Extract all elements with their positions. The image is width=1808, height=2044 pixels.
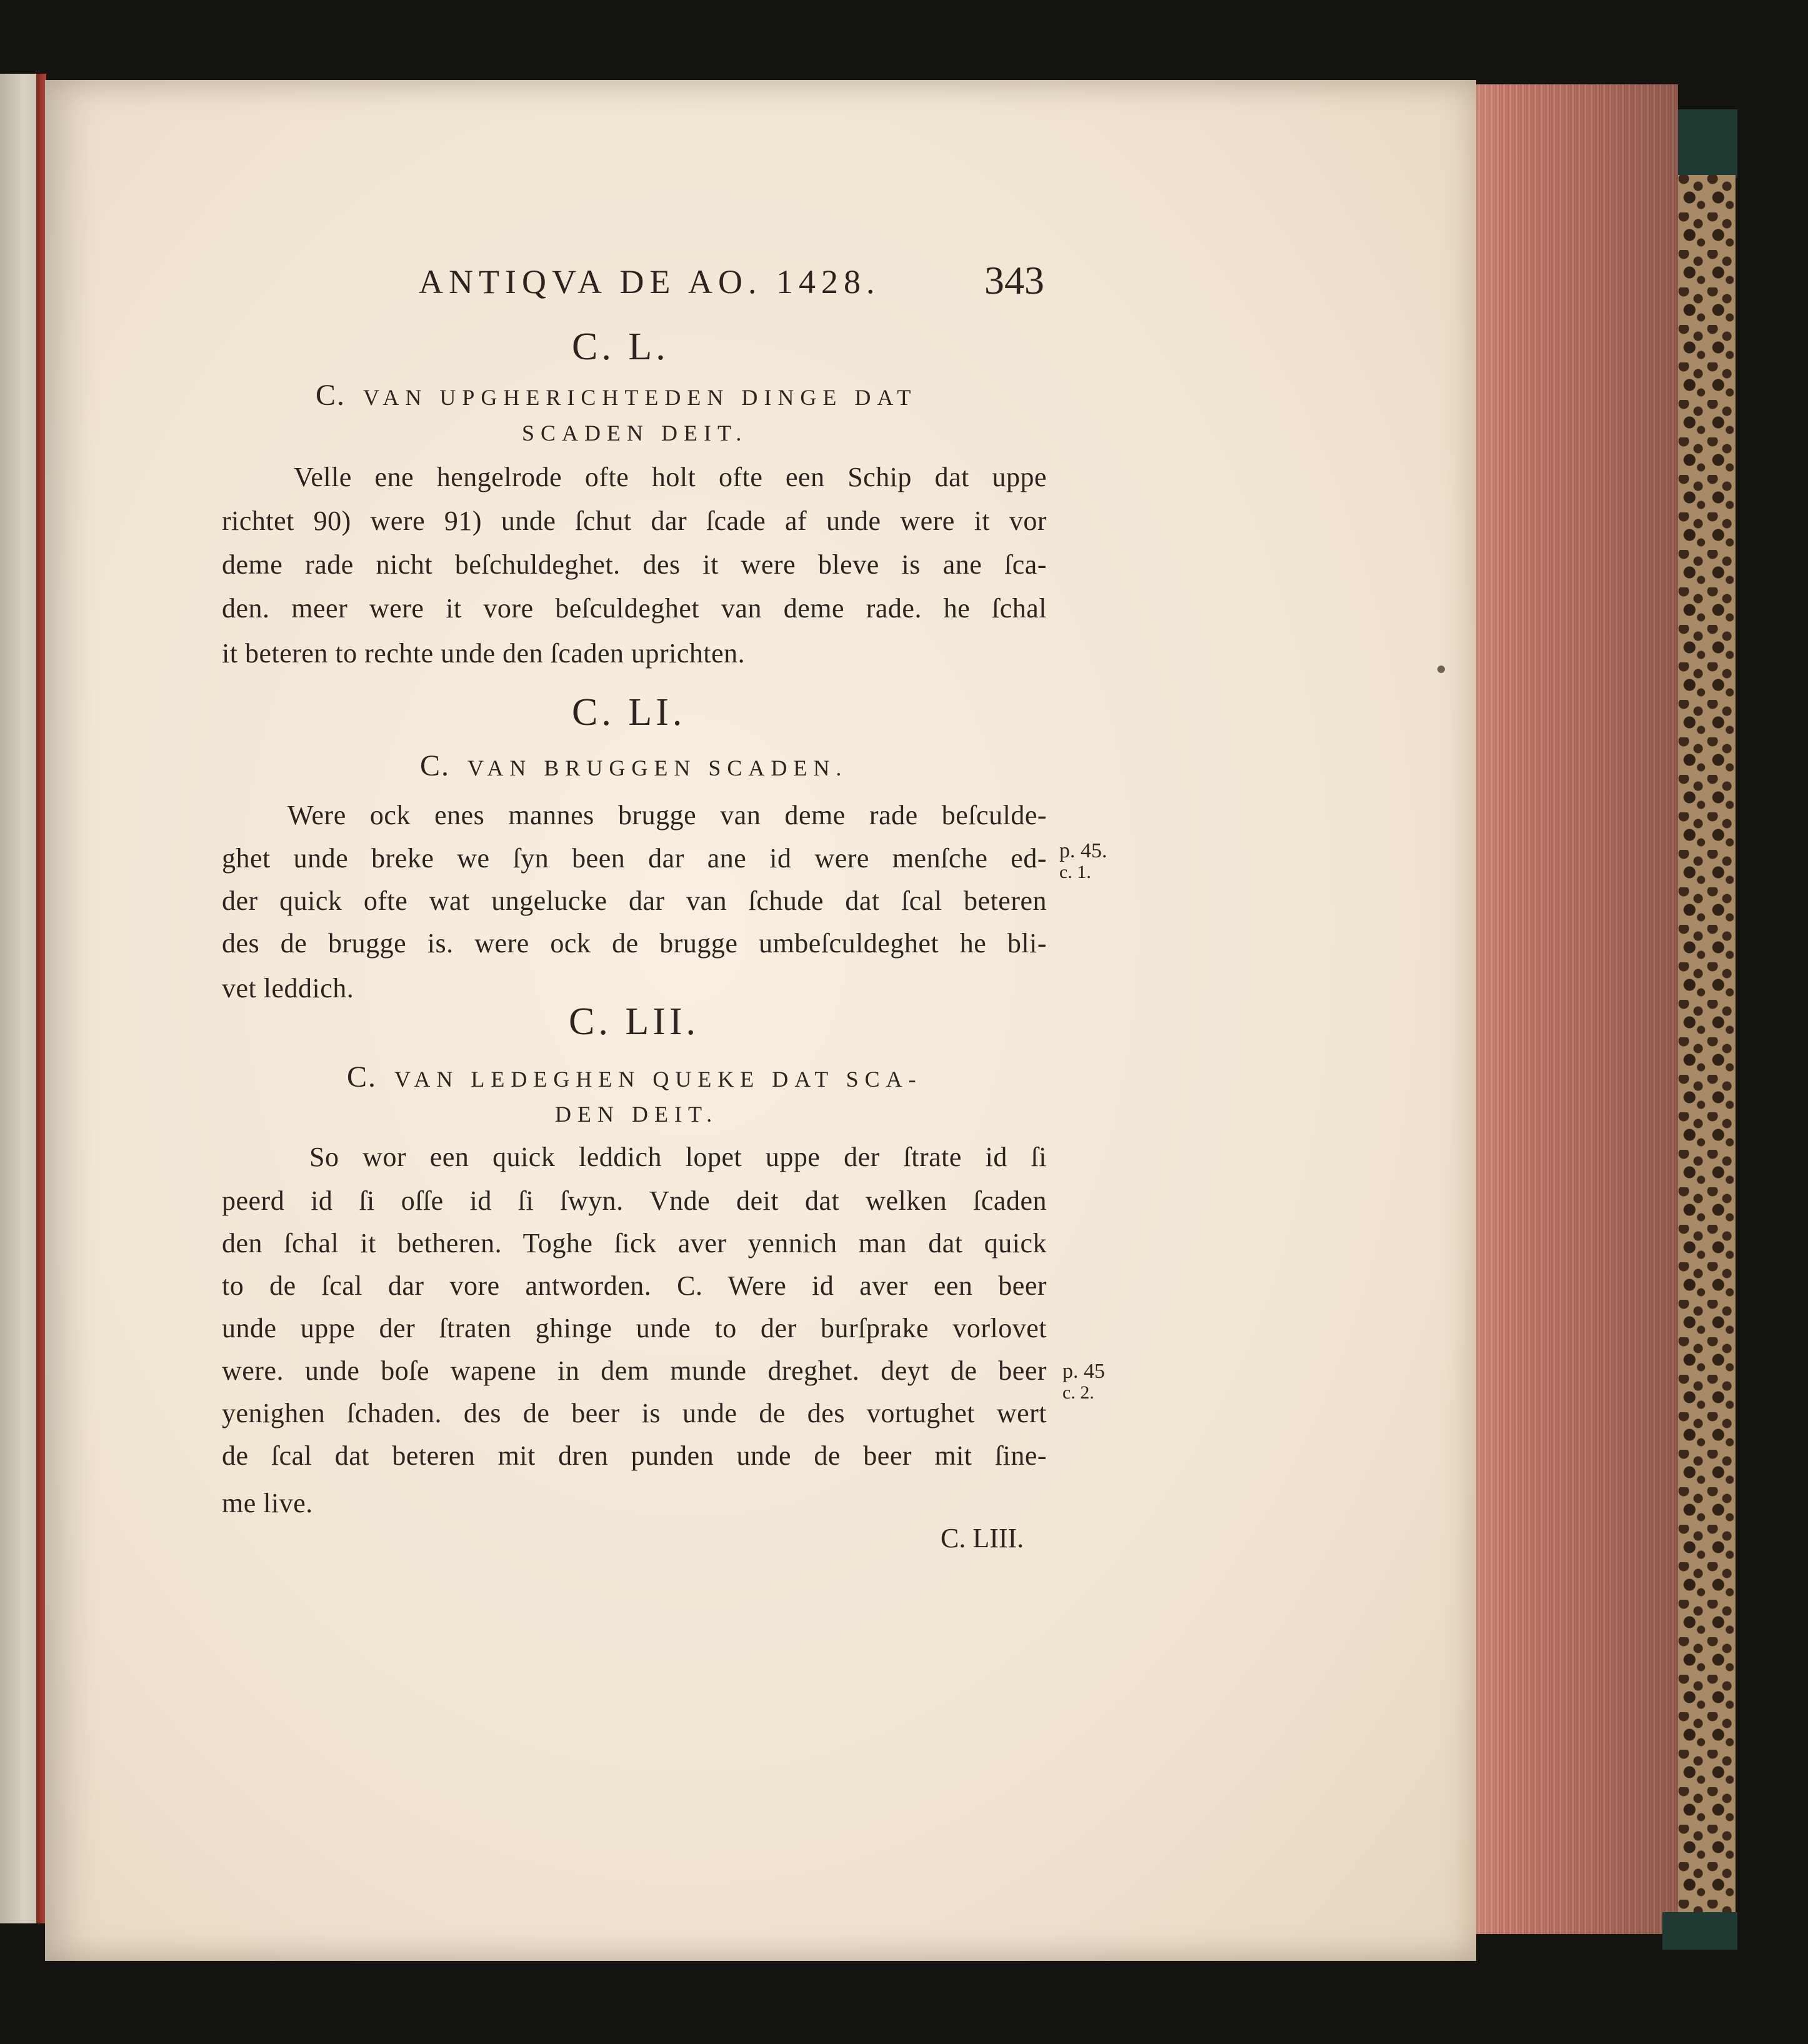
- section-title-line: [420, 749, 847, 783]
- chapter-heading: C. L.: [572, 326, 669, 368]
- section-title-prefix: C.: [420, 749, 451, 782]
- book-page: [45, 80, 1476, 1961]
- text-line: me live.: [222, 1488, 313, 1518]
- text-line: ghet unde breke we ſyn been dar ane id were menſche ed-: [222, 843, 1047, 874]
- board-corner-bottom: [1662, 1912, 1737, 1950]
- marbled-board: [1678, 175, 1736, 1925]
- section-title-text: VAN UPGHERICHTEDEN DINGE DAT: [363, 385, 917, 410]
- margin-reference-chapter: c. 2.: [1062, 1382, 1094, 1403]
- chapter-heading: C. LI.: [572, 691, 686, 734]
- section-title-text: VAN BRUGGEN SCADEN.: [467, 755, 848, 780]
- text-line: unde uppe der ſtraten ghinge unde to der burſprake vorlovet: [222, 1313, 1047, 1344]
- section-title-prefix: C.: [347, 1060, 377, 1094]
- section-title-text: VAN LEDEGHEN QUEKE DAT SCA-: [394, 1067, 922, 1092]
- section-title-line: DEN DEIT.: [555, 1102, 719, 1127]
- page-number: 343: [984, 258, 1044, 302]
- text-line: richtet 90) were 91) unde ſchut dar ſcade af unde were it vor: [222, 506, 1047, 536]
- text-line: peerd id ſi oſſe id ſi ſwyn. Vnde deit dat welken ſcaden: [222, 1185, 1047, 1216]
- text-line: den ſchal it betheren. Toghe ſick aver yennich man dat quick: [222, 1228, 1047, 1259]
- margin-reference: [1059, 840, 1107, 883]
- page-fleck: [1437, 666, 1445, 673]
- text-line: So wor een quick leddich lopet uppe der ſtrate id ſi: [309, 1142, 1047, 1172]
- text-line: Velle ene hengelrode ofte holt ofte een Schip dat uppe: [294, 462, 1047, 492]
- margin-reference-chapter: c. 1.: [1059, 862, 1091, 882]
- text-line: to de ſcal dar vore antworden. C. Were id aver een beer: [222, 1270, 1047, 1301]
- margin-reference-page: p. 45.: [1059, 839, 1107, 862]
- text-line: Were ock enes mannes brugge van deme rade beſculde-: [287, 800, 1047, 830]
- text-line: vet leddich.: [222, 973, 354, 1004]
- section-title-line: [347, 1060, 922, 1094]
- margin-reference: [1062, 1361, 1105, 1403]
- text-line: de ſcal dat beteren mit dren punden unde de beer mit ſine-: [222, 1440, 1047, 1471]
- catchword: C. LIII.: [941, 1523, 1024, 1553]
- section-title-line: SCADEN DEIT.: [522, 421, 748, 446]
- running-title: ANTIQVA DE AO. 1428.: [419, 263, 881, 301]
- text-line: der quick ofte wat ungelucke dar van ſchude dat ſcal beteren: [222, 885, 1047, 916]
- text-line: deme rade nicht beſchuldeghet. des it were bleve is ane ſca-: [222, 549, 1047, 580]
- section-title-prefix: C.: [316, 379, 346, 412]
- margin-reference-page: p. 45: [1062, 1360, 1105, 1383]
- text-line: den. meer were it vore beſculdeghet van deme rade. he ſchal: [222, 593, 1047, 624]
- chapter-heading: C. LII.: [569, 1000, 700, 1043]
- text-line: were. unde boſe wapene in dem munde dreghet. deyt de beer: [222, 1355, 1047, 1386]
- text-line: des de brugge is. were ock de brugge umbeſculdeghet he bli-: [222, 928, 1047, 959]
- section-title-line: [316, 378, 917, 412]
- text-line: yenighen ſchaden. des de beer is unde de des vortughet wert: [222, 1398, 1047, 1428]
- text-line: it beteren to rechte unde den ſcaden uprichten.: [222, 638, 746, 669]
